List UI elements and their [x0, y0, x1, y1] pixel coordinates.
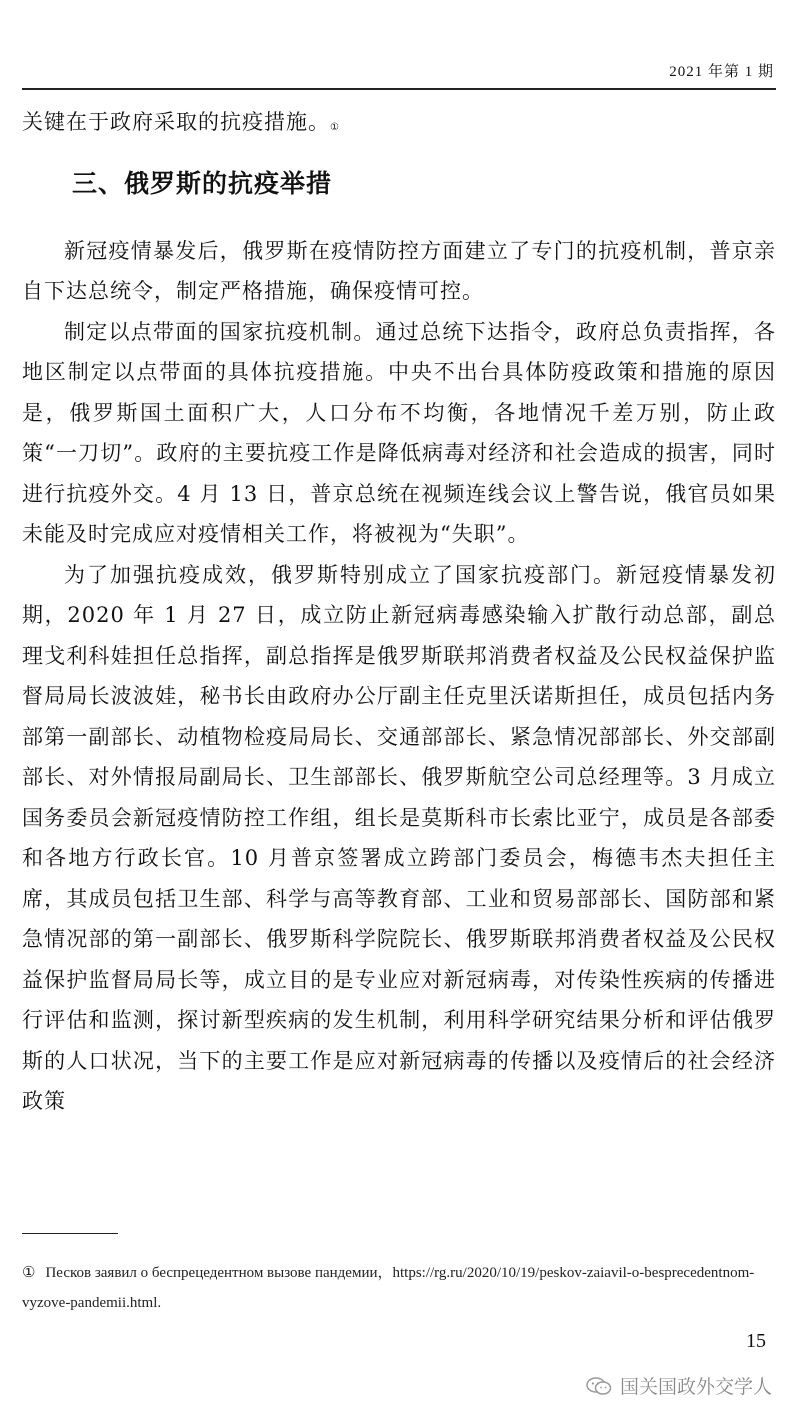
footnote-mark: ① — [22, 1265, 36, 1281]
footnote-text: Песков заявил о беспрецедентном вызове пандемии，https://rg.ru/2020/10/19/peskov-zaiavil-o-besprecedentnom-vyzove-pandemii.html. — [22, 1265, 755, 1311]
article-body — [22, 102, 776, 1122]
footnote — [22, 1258, 776, 1318]
watermark — [586, 1372, 772, 1399]
footnote-divider — [22, 1233, 118, 1234]
footnote-reference[interactable]: ① — [330, 122, 340, 133]
page-number: 15 — [746, 1330, 766, 1352]
running-header — [22, 52, 776, 90]
paragraph-1: 新冠疫情暴发后，俄罗斯在疫情防控方面建立了专门的抗疫机制，普京亲自下达总统令，制定严格措施，确保疫情可控。 — [22, 238, 776, 303]
issue-label: 2021 年第 1 期 — [669, 64, 774, 80]
continued-paragraph — [22, 102, 776, 143]
wechat-icon — [586, 1377, 612, 1395]
paragraph-2: 制定以点带面的国家抗疫机制。通过总统下达指令，政府总负责指挥，各地区制定以点带面的具体抗疫措施。中央不出台具体防疫政策和措施的原因是，俄罗斯国土面积广大，人口分布不均衡，各地情况千差万别，防止政策“一刀切”。政府的主要抗疫工作是降低病毒对经济和社会造成的损害，同时进行抗疫外交。4 月 13 日，普京总统在视频连线会议上警告说，俄官员如果未能及时完成应对疫情相关工作，将被视为“失职”。 — [22, 319, 776, 546]
paragraph-3: 为了加强抗疫成效，俄罗斯特别成立了国家抗疫部门。新冠疫情暴发初期，2020 年 1 月 27 日，成立防止新冠病毒感染输入扩散行动总部，副总理戈利科娃担任总指挥，副总指挥是俄罗斯联邦消费者权益及公民权益保护监督局局长波波娃，秘书长由政府办公厅副主任克里沃诺斯担任，成员包括内务部第一副部长、动植物检疫局局长、交通部部长、紧急情况部部长、外交部副部长、对外情报局副局长、卫生部部长、俄罗斯航空公司总经理等。3 月成立国务委员会新冠疫情防控工作组，组长是莫斯科市长索比亚宁，成员是各部委和各地方行政长官。10 月普京签署成立跨部门委员会，梅德韦杰夫担任主席，其成员包括卫生部、科学与高等教育部、工业和贸易部部长、国防部和紧急情况部的第一副部长、俄罗斯科学院院长、俄罗斯联邦消费者权益及公民权益保护监督局局长等，成立目的是专业应对新冠病毒，对传染性疾病的传播进行评估和监测，探讨新型疾病的发生机制，利用科学研究结果分析和评估俄罗斯的人口状况，当下的主要工作是应对新冠病毒的传播以及疫情后的社会经济政策 — [22, 562, 776, 1113]
watermark-text: 国关国政外交学人 — [619, 1376, 772, 1398]
section-heading: 三、俄罗斯的抗疫举措 — [72, 168, 333, 198]
intro-line: 关键在于政府采取的抗疫措施。 — [22, 110, 330, 134]
